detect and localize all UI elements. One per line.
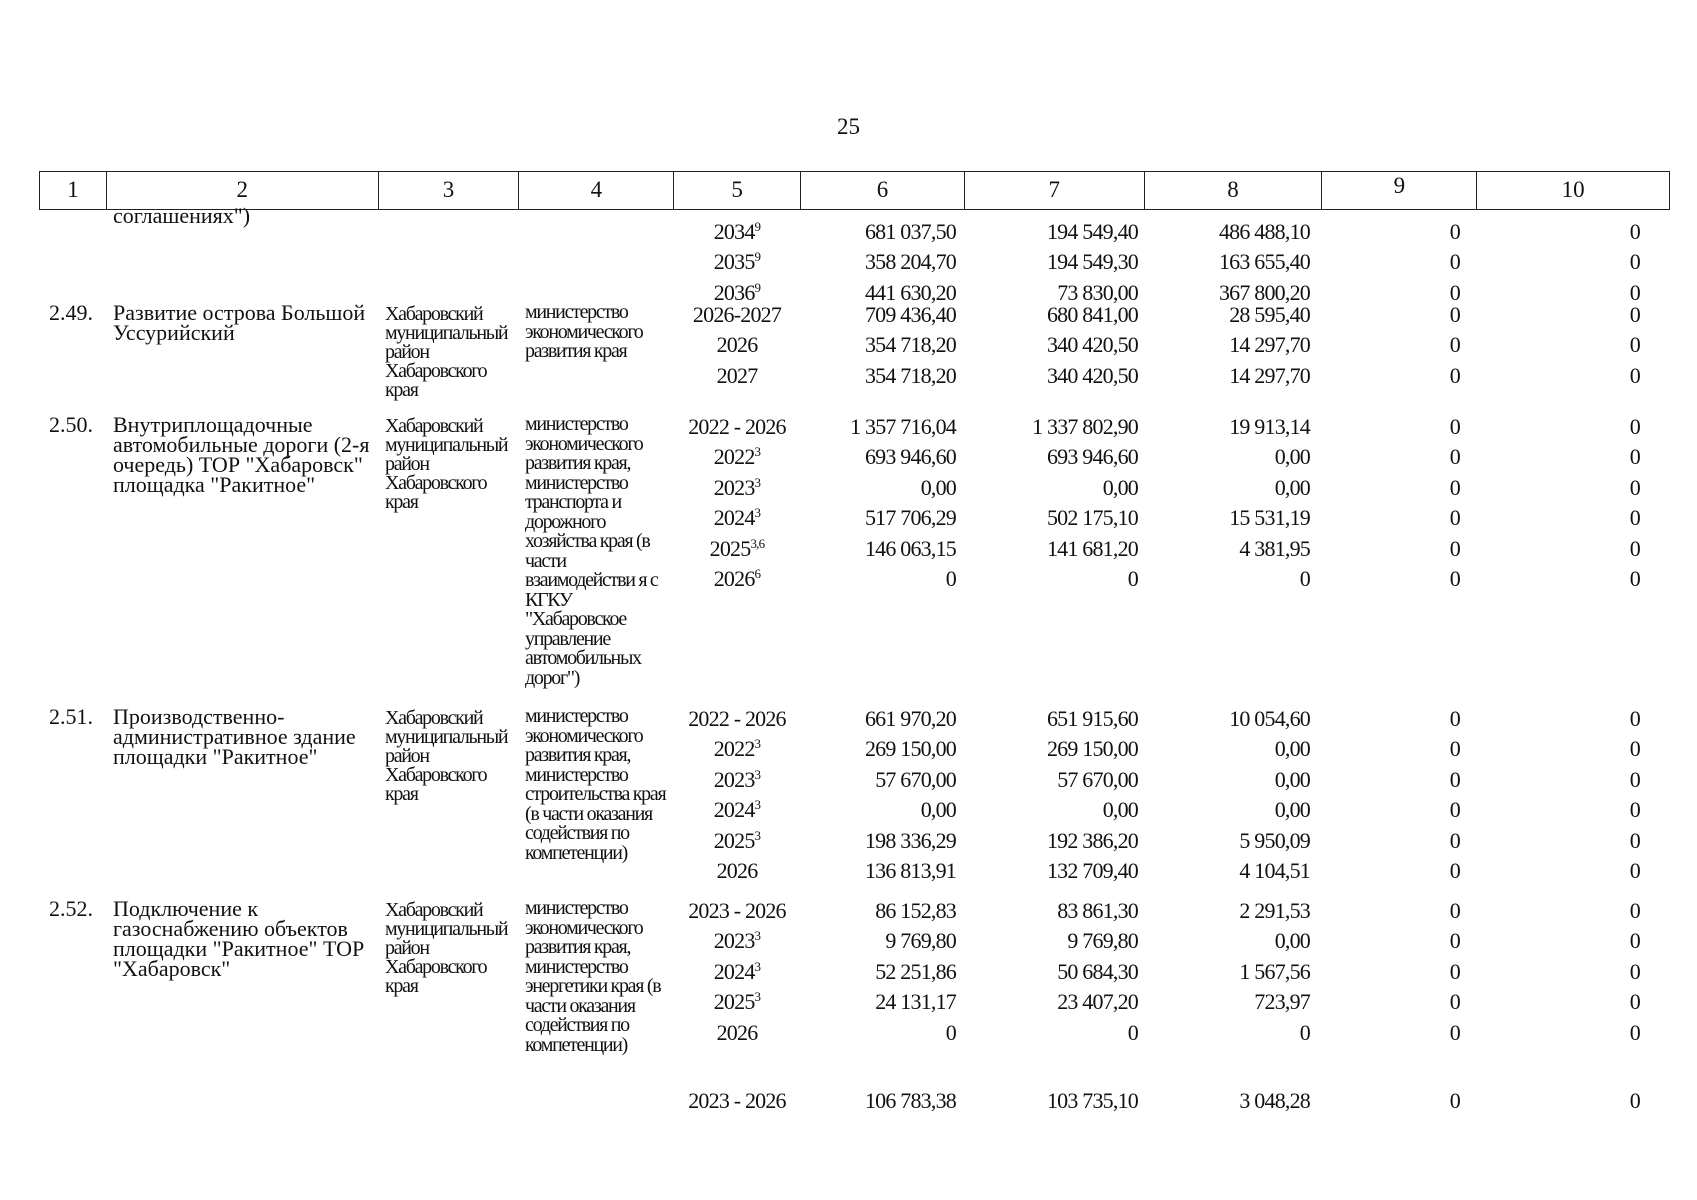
table-item-2.50 [0, 414, 1697, 706]
table-row [0, 219, 1697, 249]
year-cell: 2034$^9$ [713, 219, 761, 244]
table-row [0, 475, 1697, 505]
value-cell-9: 0 [1449, 219, 1460, 244]
item-number: 2.50. [49, 412, 93, 437]
value-cell-6: 661 970,20 [864, 706, 956, 731]
table-row [0, 1020, 1697, 1050]
value-cell-9: 0 [1449, 797, 1460, 823]
year-cell: 2022 - 2026 [688, 414, 786, 439]
value-cell-6: 441 630,20 [864, 279, 956, 305]
value-cell-7: 693 946,60 [1046, 444, 1138, 470]
value-cell-7: 0,00 [1102, 474, 1138, 500]
value-cell-10: 0 [1629, 898, 1640, 923]
value-cell-8: 0,00 [1274, 736, 1310, 762]
value-cell-10: 0 [1629, 827, 1640, 853]
year-cell: 2026$^6$ [713, 566, 761, 591]
table-item-2.49 [0, 302, 1697, 414]
table-row [0, 536, 1697, 566]
footnote-ref: 3 [754, 928, 761, 944]
value-cell-10: 0 [1629, 766, 1640, 792]
header-col-2: 2 [107, 172, 379, 209]
table-row [0, 989, 1697, 1019]
footnote-ref: 3 [754, 766, 761, 782]
item-territory: Хабаровский муниципальный район Хабаровского края [385, 303, 508, 401]
value-cell-7: 1 337 802,90 [1032, 414, 1138, 439]
value-cell-6: 0,00 [920, 474, 956, 500]
value-cell-7: 57 670,00 [1057, 766, 1138, 792]
year-cell: 2022$^3$ [713, 736, 761, 762]
value-cell-8: 14 297,70 [1229, 332, 1310, 358]
page-number: 25 [837, 114, 860, 139]
year-cell: 2026 [716, 1019, 758, 1045]
year-cell: 2024$^3$ [713, 505, 761, 531]
value-cell-9: 0 [1449, 414, 1460, 439]
table-row [0, 828, 1697, 858]
value-cell-6: 52 251,86 [875, 958, 956, 984]
table-row [0, 928, 1697, 958]
item-number: 2.51. [49, 704, 93, 729]
value-cell-7: 340 420,50 [1046, 332, 1138, 358]
value-cell-9: 0 [1449, 302, 1460, 327]
header-col-10: 10 [1561, 177, 1585, 202]
value-cell-10: 0 [1629, 928, 1640, 954]
table-body [0, 203, 1697, 1128]
value-cell-9: 0 [1449, 505, 1460, 531]
footnote-ref: 9 [754, 279, 761, 295]
value-cell-10: 0 [1629, 1088, 1640, 1113]
value-cell-6: 1 357 716,04 [850, 414, 956, 439]
year-cell: 2023$^3$ [713, 928, 761, 954]
value-cell-9: 0 [1449, 706, 1460, 731]
table-row [0, 249, 1697, 279]
value-cell-6: 86 152,83 [875, 898, 956, 923]
value-cell-8: 5 950,09 [1239, 827, 1310, 853]
year-cell: 2023 - 2026 [688, 1088, 786, 1113]
footnote-ref: 3 [754, 989, 761, 1005]
value-cell-9: 0 [1449, 928, 1460, 954]
value-cell-8: 14 297,70 [1229, 362, 1310, 388]
year-cell: 2022$^3$ [713, 444, 761, 470]
footnote-ref: 3,6 [750, 535, 765, 551]
year-cell: 2024$^3$ [713, 797, 761, 823]
value-cell-7: 194 549,40 [1046, 219, 1138, 244]
value-cell-7: 502 175,10 [1046, 505, 1138, 531]
value-cell-6: 0 [945, 1019, 956, 1045]
value-cell-10: 0 [1629, 474, 1640, 500]
footnote-ref: 9 [754, 219, 761, 234]
year-cell: 2022 - 2026 [688, 706, 786, 731]
item-name: соглашениях") [113, 203, 251, 228]
item-name: Внутриплощадочные автомобильные дороги (2-я очередь) ТОР "Хабаровск" площадка "Ракитное" [113, 412, 370, 497]
item-name: Развитие острова Большой Уссурийский [113, 300, 366, 345]
continuation-block [0, 203, 1697, 305]
value-cell-8: 10 054,60 [1229, 706, 1310, 731]
value-cell-8: 0,00 [1274, 928, 1310, 954]
value-cell-7: 83 861,30 [1057, 898, 1138, 923]
footnote-ref: 9 [754, 249, 761, 265]
header-col-3: 3 [379, 172, 520, 209]
value-cell-7: 194 549,30 [1046, 249, 1138, 275]
value-cell-9: 0 [1449, 566, 1460, 591]
year-cell: 2026 [716, 858, 758, 883]
value-cell-10: 0 [1629, 279, 1640, 305]
item-name: Производственно-административное здание площадки "Ракитное" [113, 704, 356, 769]
value-cell-7: 0 [1127, 1019, 1138, 1045]
value-cell-10: 0 [1629, 958, 1640, 984]
value-cell-9: 0 [1449, 827, 1460, 853]
value-cell-8: 4 381,95 [1239, 535, 1310, 561]
value-cell-6: 709 436,40 [864, 302, 956, 327]
table-row [0, 444, 1697, 474]
table-item-2.51 [0, 706, 1697, 898]
year-cell: 2026-2027 [692, 302, 782, 327]
table-row [0, 959, 1697, 989]
value-cell-8: 4 104,51 [1239, 858, 1310, 883]
table-item-2.52 [0, 898, 1697, 1088]
value-cell-8: 0,00 [1274, 797, 1310, 823]
table-row [0, 898, 1697, 928]
value-cell-6: 269 150,00 [864, 736, 956, 762]
value-cell-6: 106 783,38 [864, 1088, 956, 1113]
value-cell-7: 141 681,20 [1046, 535, 1138, 561]
table-row [0, 505, 1697, 535]
header-col-4: 4 [519, 172, 674, 209]
value-cell-10: 0 [1629, 858, 1640, 883]
table-row [0, 363, 1697, 393]
table-row [0, 332, 1697, 362]
value-cell-8: 2 291,53 [1239, 898, 1310, 923]
value-cell-9: 0 [1449, 279, 1460, 305]
header-col-6: 6 [801, 172, 965, 209]
value-cell-9: 0 [1449, 444, 1460, 470]
value-cell-6: 198 336,29 [864, 827, 956, 853]
table-row [0, 767, 1697, 797]
year-cell: 2026 [716, 332, 758, 358]
value-cell-7: 269 150,00 [1046, 736, 1138, 762]
value-cell-9: 0 [1449, 958, 1460, 984]
value-cell-7: 0,00 [1102, 797, 1138, 823]
value-cell-8: 486 488,10 [1218, 219, 1310, 244]
footnote-ref: 3 [754, 474, 761, 490]
value-cell-8: 28 595,40 [1229, 302, 1310, 327]
footnote-ref: 3 [754, 736, 761, 752]
value-cell-8: 1 567,56 [1239, 958, 1310, 984]
item-executor: министерство экономического развития края, министерство строительства края (в части оказания содействия по компетенции) [525, 705, 666, 864]
year-cell: 2027 [716, 362, 758, 388]
value-cell-10: 0 [1629, 444, 1640, 470]
value-cell-10: 0 [1629, 736, 1640, 762]
value-cell-7: 103 735,10 [1046, 1088, 1138, 1113]
footnote-ref: 3 [754, 797, 761, 813]
value-cell-9: 0 [1449, 332, 1460, 358]
value-cell-8: 0,00 [1274, 474, 1310, 500]
year-cell: 2023$^3$ [713, 474, 761, 500]
table-row [0, 858, 1697, 888]
year-cell: 2025$^{3,6}$ [709, 535, 765, 561]
value-cell-7: 340 420,50 [1046, 362, 1138, 388]
header-col-5: 5 [674, 172, 801, 209]
year-cell: 2024$^3$ [713, 958, 761, 984]
value-cell-10: 0 [1629, 535, 1640, 561]
item-territory: Хабаровский муниципальный район Хабаровского края [385, 415, 508, 513]
value-cell-8: 3 048,28 [1239, 1088, 1310, 1113]
value-cell-6: 693 946,60 [864, 444, 956, 470]
value-cell-9: 0 [1449, 858, 1460, 883]
value-cell-9: 0 [1449, 736, 1460, 762]
value-cell-7: 192 386,20 [1046, 827, 1138, 853]
value-cell-8: 0,00 [1274, 766, 1310, 792]
year-cell: 2023 - 2026 [688, 898, 786, 923]
value-cell-7: 50 684,30 [1057, 958, 1138, 984]
item-executor: министерство экономического развития края, министерство транспорта и дорожного хозяйства края (в части взаимодействи я с КГКУ "Хабаровское управление автомобильных дорог") [525, 413, 658, 689]
footnote-ref: 3 [754, 827, 761, 843]
year-cell: 2025$^3$ [713, 989, 761, 1015]
header-col-7: 7 [965, 172, 1145, 209]
value-cell-6: 681 037,50 [864, 219, 956, 244]
value-cell-6: 146 063,15 [864, 535, 956, 561]
value-cell-8: 0,00 [1274, 444, 1310, 470]
value-cell-9: 0 [1449, 474, 1460, 500]
value-cell-8: 0 [1299, 566, 1310, 591]
value-cell-10: 0 [1629, 332, 1640, 358]
value-cell-9: 0 [1449, 766, 1460, 792]
footnote-ref: 6 [754, 566, 761, 581]
table-row [0, 566, 1697, 596]
value-cell-7: 23 407,20 [1057, 989, 1138, 1015]
value-cell-6: 0,00 [920, 797, 956, 823]
year-cell: 2036$^9$ [713, 279, 761, 305]
table-row [0, 1088, 1697, 1118]
item-number: 2.52. [49, 896, 93, 921]
value-cell-6: 354 718,20 [864, 332, 956, 358]
header-col-9: 9 [1322, 172, 1477, 209]
header-col-1: 1 [40, 172, 107, 209]
header-col-8: 8 [1145, 172, 1323, 209]
value-cell-9: 0 [1449, 362, 1460, 388]
value-cell-6: 57 670,00 [875, 766, 956, 792]
value-cell-8: 19 913,14 [1229, 414, 1310, 439]
value-cell-8: 163 655,40 [1218, 249, 1310, 275]
value-cell-8: 723,97 [1254, 989, 1310, 1015]
item-executor: министерство экономического развития края, министерство энергетики края (в части оказания содействия по компетенции) [525, 897, 661, 1056]
table-row [0, 302, 1697, 332]
value-cell-10: 0 [1629, 505, 1640, 531]
item-name: Подключение к газоснабжению объектов площадки "Ракитное" ТОР "Хабаровск" [113, 896, 365, 981]
total-block [0, 1088, 1697, 1128]
value-cell-9: 0 [1449, 898, 1460, 923]
value-cell-7: 680 841,00 [1046, 302, 1138, 327]
value-cell-6: 517 706,29 [864, 505, 956, 531]
table-header [39, 171, 1670, 210]
footnote-ref: 3 [754, 958, 761, 974]
value-cell-10: 0 [1629, 414, 1640, 439]
item-number: 2.49. [49, 300, 93, 325]
value-cell-8: 15 531,19 [1229, 505, 1310, 531]
value-cell-6: 0 [945, 566, 956, 591]
value-cell-6: 9 769,80 [885, 928, 956, 954]
value-cell-9: 0 [1449, 1088, 1460, 1113]
table-row [0, 414, 1697, 444]
year-cell: 2023$^3$ [713, 766, 761, 792]
value-cell-6: 358 204,70 [864, 249, 956, 275]
item-executor: министерство экономического развития края [525, 301, 643, 362]
value-cell-10: 0 [1629, 219, 1640, 244]
year-cell: 2035$^9$ [713, 249, 761, 275]
value-cell-10: 0 [1629, 362, 1640, 388]
table-row [0, 736, 1697, 766]
table-row [0, 797, 1697, 827]
value-cell-8: 0 [1299, 1019, 1310, 1045]
footnote-ref: 3 [754, 444, 761, 460]
value-cell-10: 0 [1629, 302, 1640, 327]
value-cell-9: 0 [1449, 535, 1460, 561]
value-cell-9: 0 [1449, 989, 1460, 1015]
item-territory: Хабаровский муниципальный район Хабаровского края [385, 899, 508, 997]
value-cell-7: 132 709,40 [1046, 858, 1138, 883]
year-cell: 2025$^3$ [713, 827, 761, 853]
value-cell-9: 0 [1449, 1019, 1460, 1045]
item-territory: Хабаровский муниципальный район Хабаровского края [385, 707, 508, 805]
value-cell-6: 354 718,20 [864, 362, 956, 388]
table-row [0, 706, 1697, 736]
value-cell-6: 24 131,17 [875, 989, 956, 1015]
value-cell-10: 0 [1629, 566, 1640, 591]
value-cell-7: 9 769,80 [1067, 928, 1138, 954]
value-cell-10: 0 [1629, 249, 1640, 275]
value-cell-7: 0 [1127, 566, 1138, 591]
value-cell-8: 367 800,20 [1218, 279, 1310, 305]
value-cell-7: 73 830,00 [1057, 279, 1138, 305]
footnote-ref: 3 [754, 505, 761, 521]
value-cell-7: 651 915,60 [1046, 706, 1138, 731]
value-cell-9: 0 [1449, 249, 1460, 275]
value-cell-10: 0 [1629, 1019, 1640, 1045]
value-cell-10: 0 [1629, 797, 1640, 823]
value-cell-10: 0 [1629, 989, 1640, 1015]
value-cell-10: 0 [1629, 706, 1640, 731]
value-cell-6: 136 813,91 [864, 858, 956, 883]
